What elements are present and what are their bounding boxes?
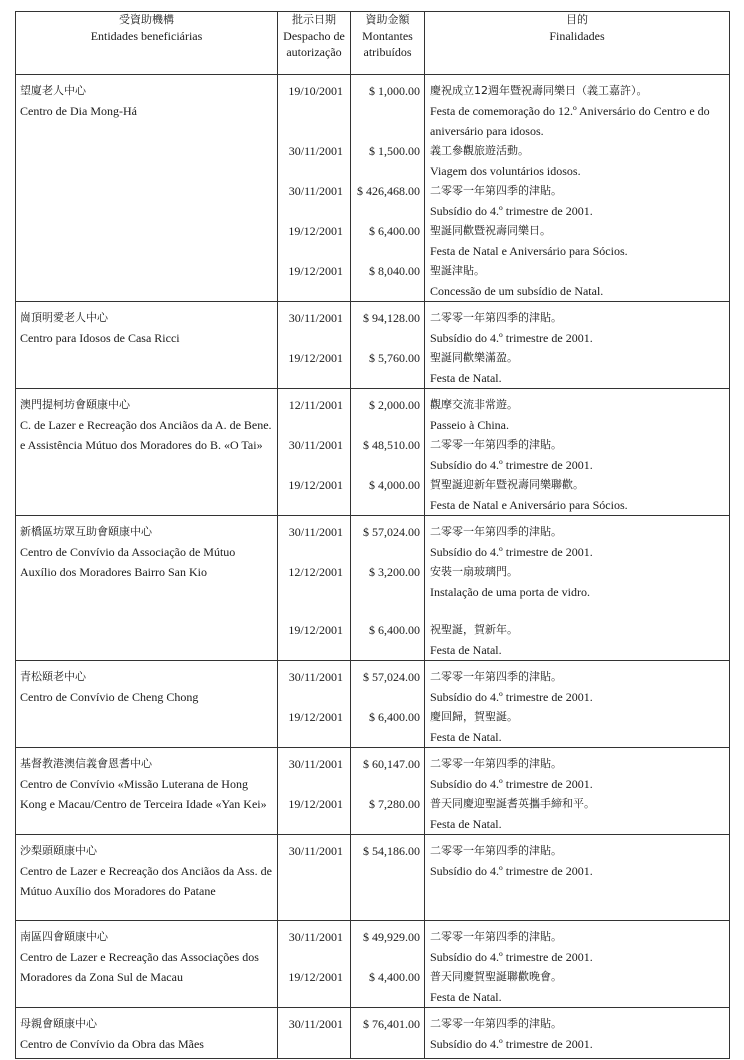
grant-purpose-pt: Festa de Natal e Aniversário para Sócios. [430, 244, 628, 258]
date-cell [278, 302, 351, 389]
date-cell [278, 75, 351, 302]
grant-purpose-zh: 二零零一年第四季的津貼。 [430, 438, 562, 451]
entity-name-pt: Centro de Lazer e Recreação dos Anciãos da Ass. de Mútuo Auxílio dos Moradores do Patane [20, 864, 272, 898]
purpose-cell [425, 835, 730, 921]
grant-date: 30/11/2001 [288, 670, 343, 684]
date-cell [278, 1008, 351, 1059]
grant-purpose-pt: Festa de Natal. [430, 730, 502, 744]
table-row [16, 921, 730, 1008]
grant-amount: $ 5,760.00 [369, 351, 420, 365]
subsidy-table [15, 11, 730, 1059]
amount-cell [351, 302, 425, 389]
grant-purpose-zh: 慶祝成立12週年暨祝壽同樂日（義工嘉許）。 [430, 84, 648, 97]
entity-name-pt: C. de Lazer e Recreação dos Anciãos da A. de Bene. e Assistência Mútuo dos Moradores do B. «O Tai» [20, 418, 272, 452]
grant-purpose-zh: 二零零一年第四季的津貼。 [430, 930, 562, 943]
grant-date: 30/11/2001 [288, 184, 343, 198]
grant-purpose-zh: 聖誕同歡暨祝壽同樂日。 [430, 224, 551, 237]
grant-purpose-pt: Subsídio do 4.º trimestre de 2001. [430, 331, 593, 345]
grant-purpose-zh: 觀摩交流非常遊。 [430, 398, 518, 411]
entity-cell [16, 389, 278, 516]
grant-purpose-pt: Festa de Natal. [430, 990, 502, 1004]
date-cell [278, 661, 351, 748]
grant-amount: $ 76,401.00 [363, 1017, 420, 1031]
grant-date: 12/12/2001 [288, 565, 343, 579]
table-row [16, 516, 730, 661]
grant-amount: $ 94,128.00 [363, 311, 420, 325]
date-cell [278, 748, 351, 835]
table-header [16, 12, 730, 75]
amount-cell [351, 921, 425, 1008]
amount-cell [351, 661, 425, 748]
entity-cell [16, 516, 278, 661]
amount-cell [351, 75, 425, 302]
entity-name-zh: 母親會頤康中心 [20, 1017, 97, 1030]
grant-purpose-pt: Passeio à China. [430, 418, 509, 432]
table-row [16, 302, 730, 389]
purpose-cell [425, 1008, 730, 1059]
grant-purpose-pt: Festa de comemoração do 12.º Aniversário do Centro e do aniversário para idosos. [430, 104, 710, 138]
grant-amount: $ 1,000.00 [369, 84, 420, 98]
grant-purpose-pt: Subsídio do 4.º trimestre de 2001. [430, 458, 593, 472]
grant-date: 30/11/2001 [288, 525, 343, 539]
entity-cell [16, 921, 278, 1008]
grant-purpose-pt: Festa de Natal. [430, 817, 502, 831]
grant-purpose-zh: 祝聖誕，賀新年。 [430, 623, 518, 636]
date-cell [278, 389, 351, 516]
grant-amount: $ 60,147.00 [363, 757, 420, 771]
grant-amount: $ 57,024.00 [363, 525, 420, 539]
grant-date: 12/11/2001 [288, 398, 343, 412]
grant-purpose-pt: Subsídio do 4.º trimestre de 2001. [430, 777, 593, 791]
grant-amount: $ 3,200.00 [369, 565, 420, 579]
grant-purpose-pt: Viagem dos voluntários idosos. [430, 164, 581, 178]
grant-amount: $ 54,186.00 [363, 844, 420, 858]
grant-purpose-pt: Festa de Natal. [430, 371, 502, 385]
amount-cell [351, 748, 425, 835]
date-cell [278, 516, 351, 661]
table-row [16, 389, 730, 516]
grant-date: 30/11/2001 [288, 844, 343, 858]
grant-purpose-pt: Subsídio do 4.º trimestre de 2001. [430, 950, 593, 964]
purpose-cell [425, 389, 730, 516]
purpose-cell [425, 661, 730, 748]
entity-name-zh: 崗頂明愛老人中心 [20, 311, 108, 324]
table-row [16, 1008, 730, 1059]
table-row [16, 835, 730, 921]
purpose-cell [425, 516, 730, 661]
entity-name-pt: Centro de Dia Mong-Há [20, 104, 137, 118]
grant-date: 30/11/2001 [288, 311, 343, 325]
entity-cell [16, 661, 278, 748]
header-entities: 受資助機構 Entidades beneficiárias [16, 12, 278, 75]
entity-name-pt: Centro de Convívio de Cheng Chong [20, 690, 199, 704]
grant-date: 19/10/2001 [288, 84, 343, 98]
grant-purpose-pt: Subsídio do 4.º trimestre de 2001. [430, 690, 593, 704]
grant-purpose-pt: Festa de Natal. [430, 643, 502, 657]
grant-amount: $ 49,929.00 [363, 930, 420, 944]
entity-name-pt: Centro de Convívio da Associação de Mútuo Auxílio dos Moradores Bairro San Kio [20, 545, 236, 579]
grant-amount: $ 6,400.00 [369, 224, 420, 238]
grant-purpose-zh: 二零零一年第四季的津貼。 [430, 184, 562, 197]
amount-cell [351, 1008, 425, 1059]
entity-name-zh: 沙梨頭頤康中心 [20, 844, 97, 857]
grant-date: 30/11/2001 [288, 1017, 343, 1031]
table-row [16, 748, 730, 835]
entity-name-zh: 南區四會頤康中心 [20, 930, 108, 943]
grant-purpose-zh: 二零零一年第四季的津貼。 [430, 844, 562, 857]
grant-purpose-zh: 賀聖誕迎新年暨祝壽同樂聯歡。 [430, 478, 584, 491]
grant-purpose-zh: 聖誕同歡樂滿盈。 [430, 351, 518, 364]
grant-amount: $ 6,400.00 [369, 623, 420, 637]
grant-amount: $ 48,510.00 [363, 438, 420, 452]
entity-name-pt: Centro de Convívio «Missão Luterana de Hong Kong e Macau/Centro de Terceira Idade «Yan Kei» [20, 777, 267, 811]
grant-purpose-pt: Concessão de um subsídio de Natal. [430, 284, 604, 298]
grant-purpose-zh: 二零零一年第四季的津貼。 [430, 525, 562, 538]
entity-cell [16, 75, 278, 302]
grant-date: 19/12/2001 [288, 623, 343, 637]
grant-date: 19/12/2001 [288, 351, 343, 365]
date-cell [278, 921, 351, 1008]
grant-date: 30/11/2001 [288, 930, 343, 944]
date-cell [278, 835, 351, 921]
grant-date: 19/12/2001 [288, 264, 343, 278]
amount-cell [351, 389, 425, 516]
entity-name-pt: Centro de Lazer e Recreação das Associações dos Moradores da Zona Sul de Macau [20, 950, 259, 984]
entity-name-zh: 澳門提柯坊會頤康中心 [20, 398, 130, 411]
header-amount: 資助金額 Montantes atribuídos [351, 12, 425, 75]
purpose-cell [425, 75, 730, 302]
entity-cell [16, 835, 278, 921]
grant-purpose-pt: Subsídio do 4.º trimestre de 2001. [430, 864, 593, 878]
grant-date: 30/11/2001 [288, 757, 343, 771]
amount-cell [351, 516, 425, 661]
grant-amount: $ 4,000.00 [369, 478, 420, 492]
grant-amount: $ 426,468.00 [357, 184, 420, 198]
entity-cell [16, 1008, 278, 1059]
grant-amount: $ 7,280.00 [369, 797, 420, 811]
grant-purpose-pt: Subsídio do 4.º trimestre de 2001. [430, 545, 593, 559]
grant-purpose-zh: 二零零一年第四季的津貼。 [430, 1017, 562, 1030]
grant-purpose-pt: Instalação de uma porta de vidro. [430, 585, 590, 599]
header-date: 批示日期 Despacho de autorização [278, 12, 351, 75]
grant-purpose-zh: 二零零一年第四季的津貼。 [430, 670, 562, 683]
table-row [16, 75, 730, 302]
grant-purpose-pt: Subsídio do 4.º trimestre de 2001. [430, 1037, 593, 1051]
entity-name-pt: Centro para Idosos de Casa Ricci [20, 331, 180, 345]
grant-date: 19/12/2001 [288, 797, 343, 811]
grant-purpose-zh: 普天同慶賀聖誕聯歡晚會。 [430, 970, 562, 983]
grant-amount: $ 1,500.00 [369, 144, 420, 158]
grant-date: 19/12/2001 [288, 970, 343, 984]
grant-purpose-zh: 慶回歸，賀聖誕。 [430, 710, 518, 723]
entity-cell [16, 748, 278, 835]
entity-name-zh: 新橋區坊眾互助會頤康中心 [20, 525, 152, 538]
purpose-cell [425, 748, 730, 835]
table-body [16, 75, 730, 1059]
grant-amount: $ 8,040.00 [369, 264, 420, 278]
grant-purpose-zh: 普天同慶迎聖誕耆英攜手締和平。 [430, 797, 595, 810]
entity-name-pt: Centro de Convívio da Obra das Mães [20, 1037, 204, 1051]
purpose-cell [425, 921, 730, 1008]
grant-amount: $ 57,024.00 [363, 670, 420, 684]
entity-name-zh: 青松頤老中心 [20, 670, 86, 683]
grant-amount: $ 6,400.00 [369, 710, 420, 724]
grant-purpose-zh: 二零零一年第四季的津貼。 [430, 757, 562, 770]
grant-purpose-zh: 二零零一年第四季的津貼。 [430, 311, 562, 324]
grant-date: 19/12/2001 [288, 710, 343, 724]
grant-purpose-zh: 聖誕津貼。 [430, 264, 485, 277]
grant-date: 30/11/2001 [288, 144, 343, 158]
purpose-cell [425, 302, 730, 389]
grant-purpose-pt: Subsídio do 4.º trimestre de 2001. [430, 204, 593, 218]
header-purpose: 目的 Finalidades [425, 12, 730, 75]
grant-date: 19/12/2001 [288, 224, 343, 238]
grant-date: 30/11/2001 [288, 438, 343, 452]
grant-date: 19/12/2001 [288, 478, 343, 492]
entity-cell [16, 302, 278, 389]
entity-name-zh: 望廈老人中心 [20, 84, 86, 97]
entity-name-zh: 基督教港澳信義會恩耆中心 [20, 757, 152, 770]
table-row [16, 661, 730, 748]
grant-purpose-zh: 義工參觀旅遊活動。 [430, 144, 529, 157]
grant-purpose-pt: Festa de Natal e Aniversário para Sócios. [430, 498, 628, 512]
grant-amount: $ 2,000.00 [369, 398, 420, 412]
amount-cell [351, 835, 425, 921]
grant-purpose-zh: 安裝一扇玻璃門。 [430, 565, 518, 578]
grant-amount: $ 4,400.00 [369, 970, 420, 984]
